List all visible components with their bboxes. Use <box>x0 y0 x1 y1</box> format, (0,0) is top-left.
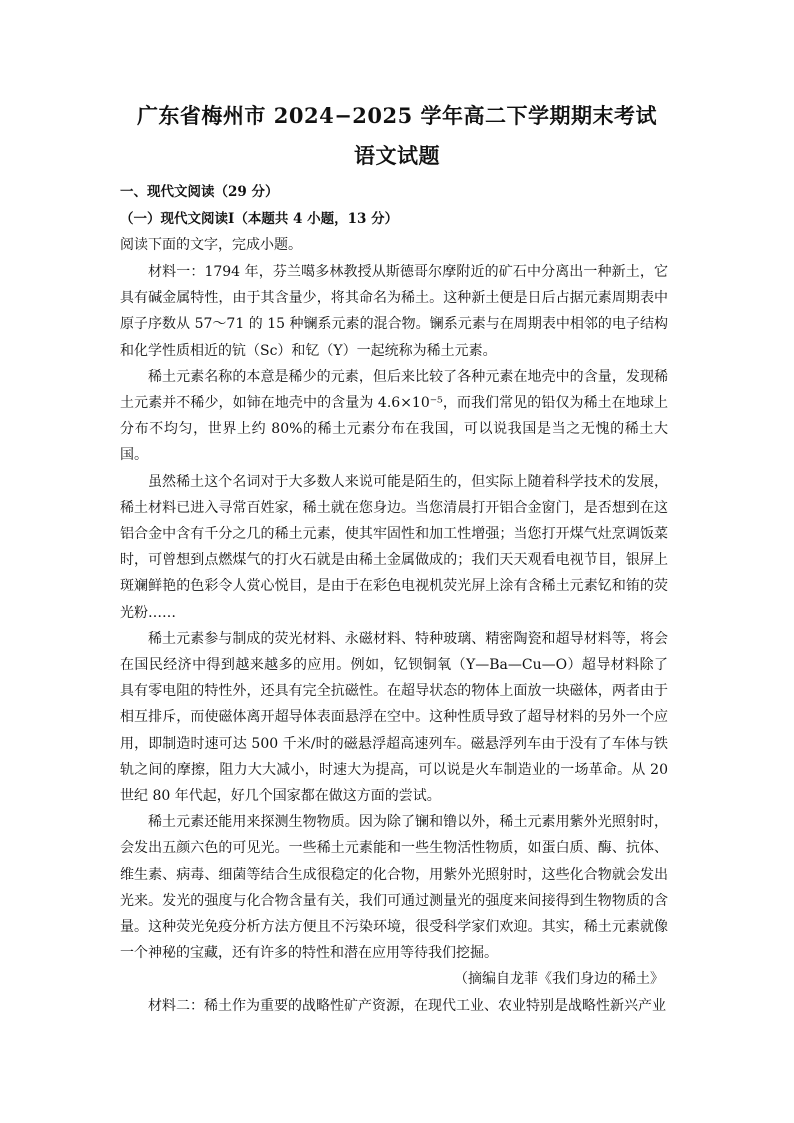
paragraph: 材料一：1794 年，芬兰噶多林教授从斯德哥尔摩附近的矿石中分离出一种新土，它具有碱金属特性，由于其含量少，将其命名为稀土。这种新土便是日后占据元素周期表中原子序数从 57～71 的 15 种镧系元素的混合物。镧系元素与在周期表中相邻的电子结构和化学性质相近的钪（Sc）和钇（Y）一起统称为稀土元素。 <box>120 264 668 359</box>
section-heading: 一、现代文阅读（29 分） <box>120 184 279 200</box>
paragraph: 稀土元素参与制成的荧光材料、永磁材料、特种玻璃、精密陶瓷和超导材料等，将会在国民经济中得到越来越多的应用。例如，钇钡铜氧（Y—Ba—Cu—O）超导材料除了具有零电阻的特性外，还具有完全抗磁性。在超导状态的物体上面放一块磁体，两者由于相互排斥，而使磁体离开超导体表面悬浮在空中。这种性质导致了超导材料的另外一个应用，即制造时速可达 500 千米/时的磁悬浮超高速列车。磁悬浮列车由于没有了车体与铁轨之间的摩擦，阻力大大减小，时速大为提高，可以说是火车制造业的一场革命。从 20 世纪 80 年代起，好几个国家都在做这方面的尝试。 <box>120 630 668 805</box>
exam-title: 广东省梅州市 2024−2025 学年高二下学期期末考试 <box>136 103 658 128</box>
paragraph: 稀土元素名称的本意是稀少的元素，但后来比较了各种元素在地壳中的含量，发现稀土元素并不稀少，如铈在地壳中的含量为 4.6×10⁻⁵，而我们常见的铅仅为稀土在地球上分布不均匀，世界上约 80%的稀土元素分布在我国，可以说我国是当之无愧的稀土大国。 <box>120 368 668 464</box>
paragraph-material-two: 材料二：稀土作为重要的战略性矿产资源，在现代工业、农业特别是战略性新兴产业 <box>148 997 666 1014</box>
instruction-text: 阅读下面的文字，完成小题。 <box>120 237 302 253</box>
paragraph: 虽然稀土这个名词对于大多数人来说可能是陌生的，但实际上随着科学技术的发展，稀土材料已进入寻常百姓家，稀土就在您身边。当您清晨打开铝合金窗门，是否想到在这铝合金中含有千分之几的稀土元素，使其牢固性和加工性增强；当您打开煤气灶烹调饭菜时，可曾想到点燃煤气的打火石就是由稀土金属做成的；我们天天观看电视节目，银屏上斑斓鲜艳的色彩令人赏心悦目，是由于在彩色电视机荧光屏上涂有含稀土元素钇和铕的荧光粉…… <box>120 473 668 621</box>
subsection-heading: （一）现代文阅读Ⅰ（本题共 4 小题，13 分） <box>120 211 399 227</box>
paragraph: 稀土元素还能用来探测生物物质。因为除了镧和镥以外，稀土元素用紫外光照射时，会发出五颜六色的可见光。一些稀土元素能和一些生物活性物质，如蛋白质、酶、抗体、维生素、病毒、细菌等结合生成很稳定的化合物，用紫外光照射时，这些化合物就会发出光来。发光的强度与化合物含量有关，我们可通过测量光的强度来间接得到生物物质的含量。这种荧光免疫分析方法方便且不污染环境，很受科学家们欢迎。其实，稀土元素就像一个神秘的宝藏，还有许多的特性和潜在应用等待我们挖掘。 <box>120 814 668 962</box>
reading-passage <box>120 259 668 1019</box>
source-citation: （摘编自龙菲《我们身边的稀土》 <box>454 971 664 988</box>
exam-subtitle: 语文试题 <box>354 143 440 168</box>
